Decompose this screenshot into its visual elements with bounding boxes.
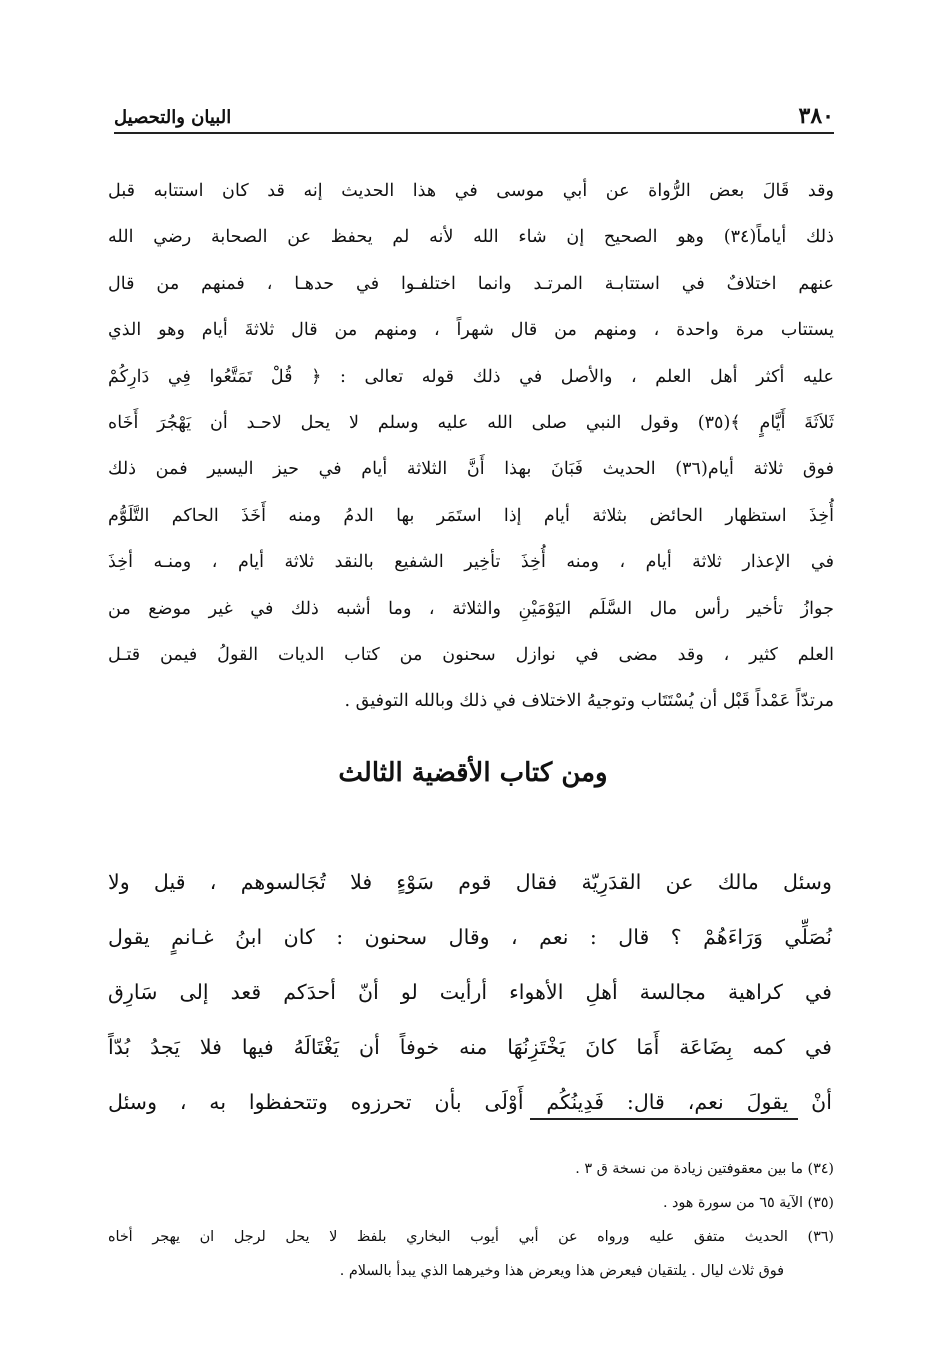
footnote-35: (٣٥) الآية ٦٥ من سورة هود . bbox=[662, 1195, 834, 1211]
page-header bbox=[114, 98, 834, 134]
text-line: فوق ثلاثة أيام(٣٦) الحديث فَبَانَ بهذا أَنَّ الثلاثة أيام في حيز اليسير فمن ذلك bbox=[108, 459, 834, 480]
text-line: ثَلاَثَةَ أَيَّامٍ ﴾(٣٥) وقول النبي صلى الله عليه وسلم لا يحل لاحـد أن يَهْجُرَ أَخَاه bbox=[108, 413, 835, 434]
text-line: عليه أكثر أهل العلم ، والأصل في ذلك قوله تعالى : ﴿ قُلْ تَمَتَّعُوا فِي دَارِكُمْ bbox=[108, 366, 834, 387]
body-text-section-1 bbox=[108, 168, 834, 725]
text-line: عنهم اختلافٌ في استتابـة المرتـد وانما اختلفـوا في حدهـا ، فمنهم من قال bbox=[108, 273, 834, 294]
text-line: في كراهية مجالسة أهلِ الأهواء أرأيت لو أنّ أحدَكم قعد إلى سَارِق bbox=[108, 980, 832, 1004]
footnotes bbox=[108, 1152, 834, 1288]
text-line: ذلك أياماً(٣٤) وهو الصحيح إن شاء الله لأنه لم يحفظ عن الصحابة رضي الله bbox=[108, 227, 834, 248]
footnote-34: (٣٤) ما بين معقوفتين زيادة من نسخة ق ٣ . bbox=[575, 1161, 834, 1177]
text-line: العلم كثير ، وقد مضى في نوازل سحنون من كتاب الديات القولُ فيمن قتـل bbox=[108, 645, 834, 666]
text-line: أُخِذَ استظهار الحائض بثلاثة أيام إذا استَمَر بها الدمُ ومنه أَخَذَ الحاكم التَّلَوُّم bbox=[108, 505, 834, 526]
text-line: وقد قَالَ بعض الرُّواة عن أبي موسى في هذا الحديث إنه قد كان استتابه قبل bbox=[108, 181, 834, 201]
body-text-section-2 bbox=[108, 855, 832, 1130]
text-line: أنْ يقولَ نعم، قال: فَدِينُكُم أَوْلَى بأن تحرزوه وتتحفظوا به ، وسئل bbox=[108, 1090, 832, 1114]
text-line: في الإعذار ثلاثة أيام ، ومنه أُخِذَ تأخِير الشفيع بالنقد ثلاثة أيام ، ومنـه أخِذَ bbox=[108, 552, 834, 573]
text-line: نُصَلِّي وَرَاءَهُمْ ؟ قال : نعم ، وقال سحنون : كان ابنُ غـانمٍ يقول bbox=[108, 925, 832, 949]
footnote-divider bbox=[530, 1118, 798, 1120]
text-line: يستتاب مرة واحدة ، ومنهم من قال شهراً ، ومنهم من قال ثلاثةَ أيام وهو الذي bbox=[108, 320, 834, 341]
text-line: جوازُ تأخير رأس مال السَّلَم اليَوْمَيْنِ والثلاثة ، وما أشبه ذلك في غير موضع من bbox=[108, 598, 834, 619]
section-heading: ومن كتاب الأقضية الثالث bbox=[338, 758, 608, 788]
running-title: البيان والتحصيل bbox=[114, 107, 232, 128]
footnote-36-continuation: فوق ثلاث ليال . يلتقيان فيعرض هذا ويعرض هذا وخيرهما الذي يبدأ بالسلام . bbox=[339, 1263, 784, 1279]
text-line: في كمه بِضَاعَة أَمَا كانَ يَخْتَزِنُهَا منه خوفاً أن يَغْتَالَهُ فيها فلا يَجدُ بُدّاً bbox=[108, 1035, 832, 1059]
footnote-36: (٣٦) الحديث متفق عليه ورواه عن أبي أيوب البخاري بلفظ لا يحل لرجل ان يهجر أخاه bbox=[108, 1229, 834, 1245]
page-number: ٣٨٠ bbox=[798, 103, 834, 129]
text-line: وسئل مالك عن القدَرِيّة فقال قوم سَوْءٍ فلا تُجَالسوهم ، قيل ولا bbox=[108, 870, 832, 894]
text-line: مرتدّاً عَمْداً قَبْل أن يُسْتَتَاب وتوجيهُ الاختلاف في ذلك وبالله التوفيق . bbox=[344, 691, 834, 712]
